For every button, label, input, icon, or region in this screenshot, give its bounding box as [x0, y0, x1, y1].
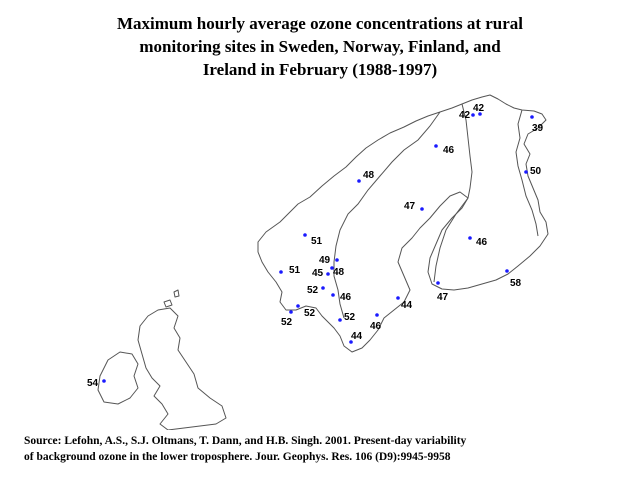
scandinavia-coastline — [258, 95, 548, 352]
site-marker-norway-central-a — [335, 258, 339, 262]
site-marker-finland-se — [505, 269, 509, 273]
site-marker-finland-east — [524, 170, 528, 174]
source-line-2: of background ozone in the lower troposphere. Jour. Geophys. Res. 106 (D9):9945-9958 — [24, 451, 451, 463]
orkney-islands — [164, 300, 172, 307]
site-label-norway-north: 48 — [363, 170, 375, 181]
site-label-norway-west-coast: 51 — [311, 236, 323, 247]
site-marker-norway-sw-coast-a — [296, 304, 300, 308]
site-marker-finland-sw — [436, 281, 440, 285]
site-label-norway-sw: 51 — [289, 265, 301, 276]
site-marker-sweden-north — [434, 144, 438, 148]
site-label-norway-sw-coast-b: 52 — [281, 317, 293, 328]
great-britain-coastline — [138, 308, 226, 430]
site-label-norway-central-c: 45 — [312, 268, 324, 279]
site-label-lapland-e: 42 — [473, 103, 485, 114]
site-label-norway-south-a: 52 — [307, 285, 319, 296]
site-marker-norway-north — [357, 179, 361, 183]
site-label-norway-central-a: 49 — [319, 255, 331, 266]
site-label-norway-south-b: 46 — [340, 292, 352, 303]
source-line-1: Source: Lefohn, A.S., S.J. Oltmans, T. Dann, and H.B. Singh. 2001. Present-day variability — [24, 435, 467, 447]
site-marker-norway-south-a — [321, 286, 325, 290]
title-line-2: monitoring sites in Sweden, Norway, Finland, and — [139, 37, 501, 56]
site-label-finland-sw: 47 — [437, 292, 449, 303]
site-marker-sweden-south-east — [375, 313, 379, 317]
site-marker-sweden-east — [396, 296, 400, 300]
site-marker-norway-south-coast — [338, 318, 342, 322]
site-label-sweden-east: 44 — [401, 300, 413, 311]
site-label-norway-south-coast: 52 — [344, 312, 356, 323]
site-marker-ireland — [102, 379, 106, 383]
site-label-sweden-north: 46 — [443, 145, 455, 156]
site-marker-finland-central — [468, 236, 472, 240]
site-label-finland-east: 50 — [530, 166, 542, 177]
site-label-ireland: 54 — [87, 378, 99, 389]
site-label-norway-central-b: 48 — [333, 267, 345, 278]
site-marker-norway-central-c — [326, 272, 330, 276]
title-line-1: Maximum hourly average ozone concentrations at rural — [116, 14, 524, 33]
site-label-sweden-south: 44 — [351, 331, 363, 342]
ireland-coastline — [98, 352, 138, 404]
site-marker-norway-south-b — [331, 293, 335, 297]
site-label-finland-ne: 39 — [532, 123, 544, 134]
site-label-finland-se: 58 — [510, 278, 522, 289]
site-label-sweden-central: 47 — [404, 201, 416, 212]
site-marker-norway-sw-coast-b — [289, 310, 293, 314]
site-marker-norway-west-coast — [303, 233, 307, 237]
shetland-islands — [174, 290, 179, 297]
site-label-sweden-south-east: 46 — [370, 321, 382, 332]
site-label-norway-sw-coast-a: 52 — [304, 308, 316, 319]
site-marker-norway-sw — [279, 270, 283, 274]
site-marker-finland-ne — [530, 115, 534, 119]
site-label-finland-central: 46 — [476, 237, 488, 248]
site-marker-sweden-central — [420, 207, 424, 211]
title-line-3: Ireland in February (1988-1997) — [202, 60, 438, 79]
source-citation — [24, 433, 624, 465]
site-label-lapland-w: 42 — [459, 110, 471, 121]
